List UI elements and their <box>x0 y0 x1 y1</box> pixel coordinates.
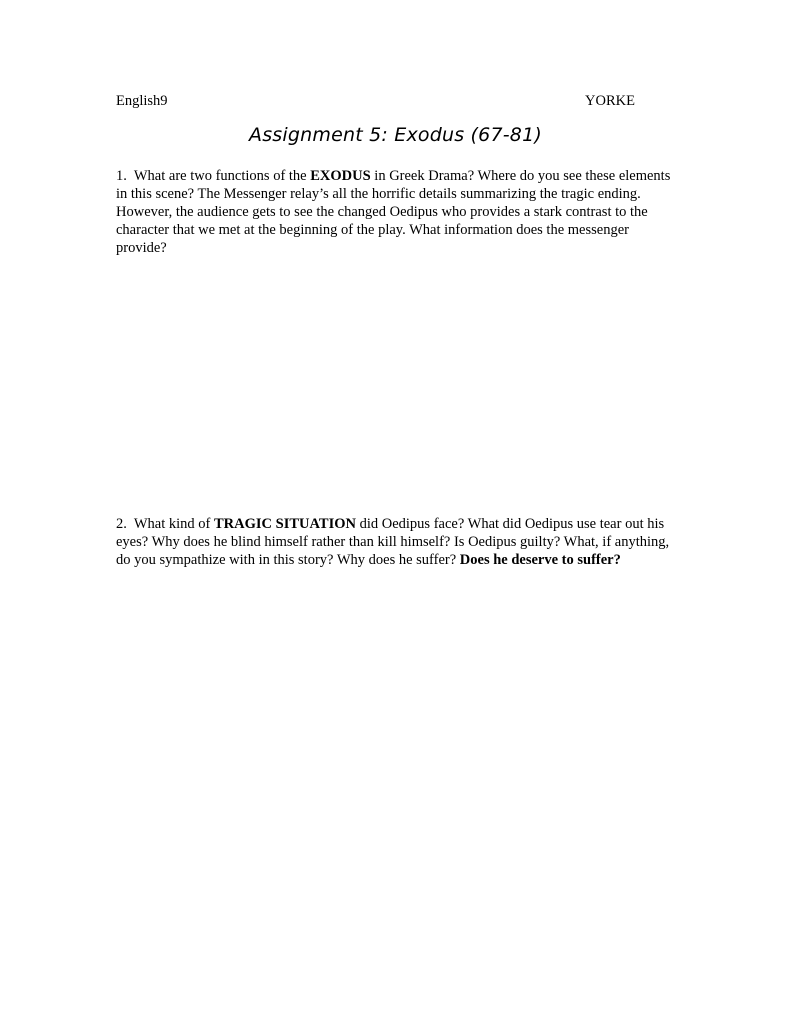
question-keyword: EXODUS <box>310 168 371 184</box>
question-1 <box>116 167 671 257</box>
teacher-name: YORKE <box>585 93 635 109</box>
question-keyword: TRAGIC SITUATION <box>214 516 356 532</box>
question-text: What are two functions of the <box>133 168 311 184</box>
question-number: 1. <box>116 168 127 184</box>
question-2 <box>116 515 671 569</box>
question-text: in Greek Drama? Where do you see these elements in this scene? The Messenger relay’s all the horrific details summarizing the tragic ending. However, the audience gets to see the changed Oedipus who provides a stark contrast to the character that we met at the beginning of the play. What information does the messenger provide? <box>116 168 671 256</box>
question-text: did Oedipus face? What did Oedipus use tear out his eyes? Why does he blind himself rather than kill himself? Is Oedipus guilty? What, if anything, do you sympathize with in this story? Why does he suffer? <box>116 516 670 568</box>
question-emphasis: Does he deserve to suffer? <box>459 552 621 568</box>
assignment-title: Assignment 5: Exodus (67-81) <box>249 124 542 146</box>
question-text: What kind of <box>133 516 215 532</box>
course-name: English9 <box>116 93 168 109</box>
question-number: 2. <box>116 516 127 532</box>
